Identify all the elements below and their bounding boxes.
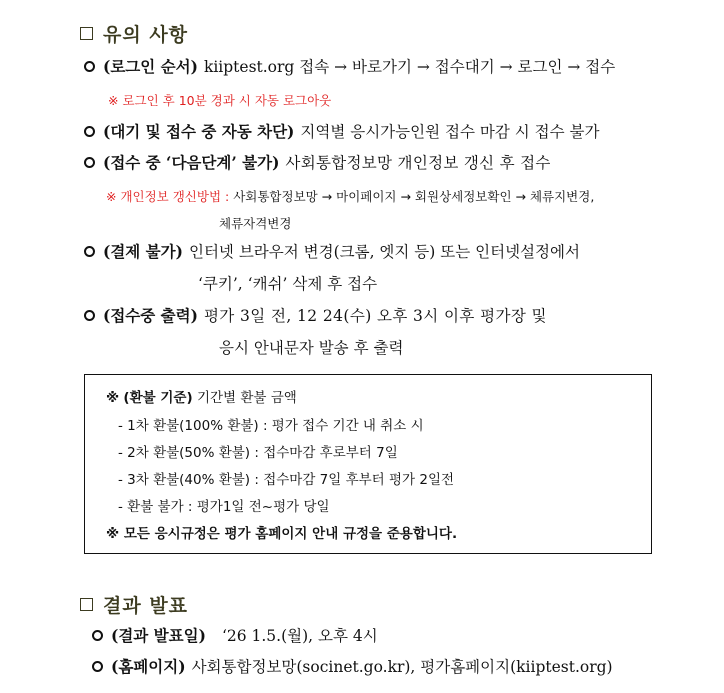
refund-line: - 2차 환불(50% 환불) : 접수마감 후로부터 7일 xyxy=(118,445,398,461)
item-text: 지역별 응시가능인원 접수 마감 시 접수 불가 xyxy=(300,123,600,141)
print-continued: 응시 안내문자 발송 후 출력 xyxy=(219,339,404,357)
checkbox-square-icon xyxy=(80,598,93,611)
update-note-path: 사회통합정보망 → 마이페이지 → 회원상세정보확인 → 체류지변경, xyxy=(233,189,595,204)
update-note-continued: 체류자격변경 xyxy=(219,216,292,231)
item-label: (결과 발표일) xyxy=(111,626,206,645)
circle-bullet-icon xyxy=(84,310,95,321)
item-text: 평가 3일 전, 12 24(수) 오후 3시 이후 평가장 및 xyxy=(203,307,547,325)
login-timeout-note: ※ 로그인 후 10분 경과 시 자동 로그아웃 xyxy=(108,93,332,108)
item-label: (홈페이지) xyxy=(111,657,186,676)
notice-item-auto-block xyxy=(84,120,599,142)
item-label: (접수중 출력) xyxy=(103,306,198,325)
refund-line: - 3차 환불(40% 환불) : 접수마감 7일 후부터 평가 2일전 xyxy=(118,472,455,488)
item-text: kiiptest.org 접속 → 바로가기 → 접수대기 → 로그인 → 접수 xyxy=(203,58,616,76)
circle-bullet-icon xyxy=(92,630,103,641)
item-label: (접수 중 ‘다음단계’ 불가) xyxy=(103,153,280,172)
refund-line: - 1차 환불(100% 환불) : 평가 접수 기간 내 취소 시 xyxy=(118,418,424,434)
refund-footer-note: ※ 모든 응시규정은 평가 홈페이지 안내 규정을 준용합니다. xyxy=(106,526,458,542)
results-title-text: 결과 발표 xyxy=(103,595,189,617)
notice-item-login-order xyxy=(84,55,615,77)
circle-bullet-icon xyxy=(84,126,95,137)
checkbox-square-icon xyxy=(80,27,93,40)
payment-continued: ‘쿠키’, ‘캐쉬’ 삭제 후 접수 xyxy=(198,275,378,293)
refund-heading-text: 기간별 환불 금액 xyxy=(196,390,297,406)
item-text: 인터넷 브라우저 변경(크롬, 엣지 등) 또는 인터넷설정에서 xyxy=(188,243,580,261)
notice-item-payment xyxy=(84,240,580,262)
circle-bullet-icon xyxy=(92,661,103,672)
refund-heading-label: (환불 기준) xyxy=(123,390,193,406)
item-text: 사회통합정보망 개인정보 갱신 후 접수 xyxy=(285,154,551,172)
results-item-homepage xyxy=(92,655,613,677)
info-update-method-note xyxy=(106,187,594,205)
notice-item-next-step xyxy=(84,151,551,173)
refund-heading-mark: ※ xyxy=(106,390,120,406)
circle-bullet-icon xyxy=(84,157,95,168)
circle-bullet-icon xyxy=(84,246,95,257)
refund-heading xyxy=(106,386,297,406)
item-label: (대기 및 접수 중 자동 차단) xyxy=(103,122,295,141)
update-note-label: ※ 개인정보 갱신방법 : xyxy=(106,189,234,204)
item-label: (결제 불가) xyxy=(103,242,183,261)
refund-line: - 환불 불가 : 평가1일 전~평가 당일 xyxy=(118,499,330,515)
item-text: 사회통합정보망(socinet.go.kr), 평가홈페이지(kiiptest.org) xyxy=(191,658,613,676)
notice-title-text: 유의 사항 xyxy=(103,24,189,46)
item-label: (로그인 순서) xyxy=(103,57,198,76)
notice-item-print xyxy=(84,304,547,326)
circle-bullet-icon xyxy=(84,61,95,72)
item-text: ‘26 1.5.(월), 오후 4시 xyxy=(221,627,378,645)
results-section-title xyxy=(80,591,188,618)
refund-policy-box xyxy=(84,374,652,554)
results-item-date xyxy=(92,624,378,646)
notice-section-title xyxy=(80,20,188,47)
